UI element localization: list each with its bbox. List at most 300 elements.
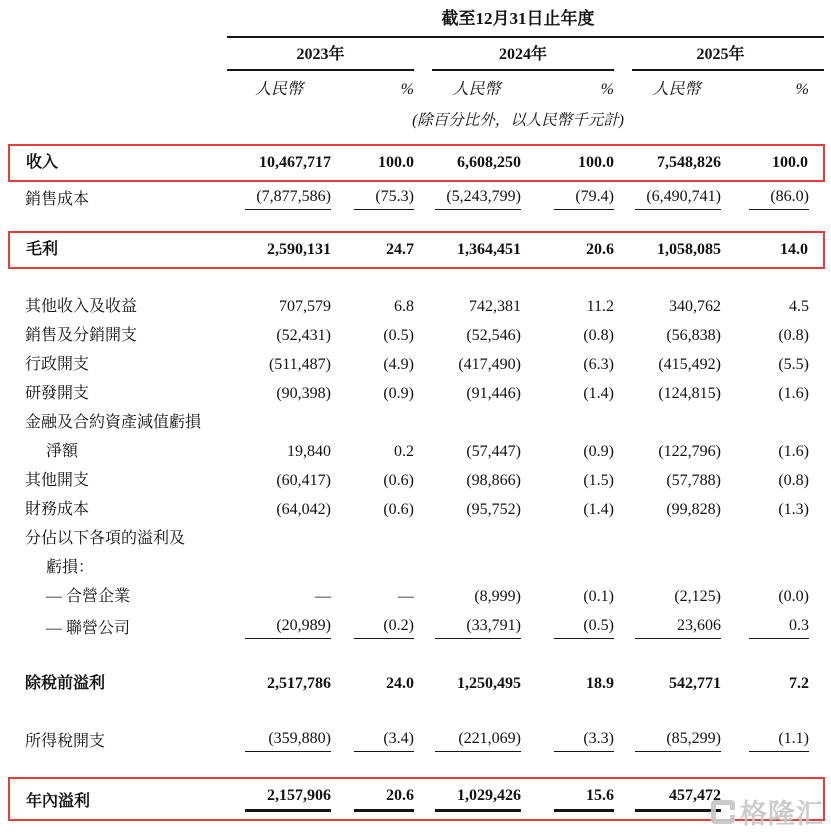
table-row (9, 524, 824, 553)
cell-value (227, 292, 331, 321)
percent-header-2024: % (600, 81, 614, 98)
cell-value (721, 350, 824, 379)
table-row (9, 778, 824, 820)
cell-value (632, 669, 721, 698)
cell-value (432, 232, 521, 268)
cell-value (432, 495, 521, 524)
value-text: 7.2 (789, 675, 809, 692)
value-text: (0.6) (383, 472, 414, 489)
value-text: 4.5 (789, 298, 809, 315)
year-header-2025: 2025年 (632, 37, 824, 70)
cell-value (632, 524, 721, 553)
cell-value (432, 582, 521, 611)
cell-value (521, 379, 614, 408)
cell-value (331, 292, 414, 321)
column-gap (414, 553, 432, 582)
table-row (9, 350, 824, 379)
cell-value (331, 553, 414, 582)
measurement-note: (除百分比外，以人民幣千元計) (412, 112, 624, 129)
cell-value (331, 408, 414, 437)
cell-value (432, 437, 521, 466)
value-text: (86.0) (749, 186, 809, 210)
cell-value (632, 145, 721, 181)
value-text: (98,866) (466, 472, 521, 489)
cell-value (331, 145, 414, 181)
column-gap (614, 495, 632, 524)
unit-row-label-spacer (9, 70, 227, 104)
currency-header-2025: 人民幣 (652, 81, 701, 98)
cell-value (721, 669, 824, 698)
value-text: (33,791) (435, 615, 521, 639)
column-gap (614, 70, 632, 104)
value-text: 23,606 (635, 615, 721, 639)
cell-value (721, 321, 824, 350)
column-gap (614, 466, 632, 495)
value-text: (0.8) (778, 472, 809, 489)
cell-value (721, 181, 824, 214)
table-row (9, 611, 824, 643)
section-spacer (9, 756, 824, 778)
value-text: (3.3) (554, 728, 614, 752)
column-gap (414, 292, 432, 321)
table-row (9, 379, 824, 408)
value-text: (52,546) (466, 327, 521, 344)
value-text: 457,472 (635, 785, 721, 812)
cell-value (432, 778, 521, 820)
year-header-2023: 2023年 (227, 37, 414, 70)
column-gap (614, 408, 632, 437)
financial-table (8, 6, 825, 821)
note-row-label-spacer (9, 104, 227, 133)
cell-value (721, 437, 824, 466)
cell-value (521, 145, 614, 181)
percent-header-2023: % (400, 81, 414, 98)
cell-value (632, 437, 721, 466)
column-gap (614, 724, 632, 756)
value-text: (20,989) (245, 615, 331, 639)
table-row (9, 408, 824, 437)
cell-value (632, 321, 721, 350)
cell-value (632, 350, 721, 379)
cell-value (432, 553, 521, 582)
table-row (9, 582, 824, 611)
cell-value (227, 145, 331, 181)
value-text: (122,796) (658, 443, 721, 460)
row-label: 其他開支 (25, 472, 90, 489)
cell-value (521, 495, 614, 524)
column-gap (614, 553, 632, 582)
column-gap (614, 379, 632, 408)
table-row (9, 145, 824, 181)
column-gap (614, 292, 632, 321)
column-gap (614, 524, 632, 553)
column-gap (614, 145, 632, 181)
cell-value (632, 466, 721, 495)
value-text: — (315, 588, 331, 605)
value-text: 0.3 (749, 615, 809, 639)
value-text: (0.2) (354, 615, 414, 639)
value-text: 340,762 (669, 298, 721, 315)
column-gap (414, 495, 432, 524)
cell-value (521, 582, 614, 611)
value-text: (221,069) (435, 728, 521, 752)
cell-value (331, 181, 414, 214)
value-text: 10,467,717 (259, 154, 331, 171)
value-text: (0.5) (554, 615, 614, 639)
cell-value (521, 669, 614, 698)
cell-value (432, 524, 521, 553)
value-text: (359,880) (245, 728, 331, 752)
value-text: (52,431) (276, 327, 331, 344)
value-text: 542,771 (669, 675, 721, 692)
row-label: — 合營企業 (46, 588, 131, 605)
value-text: 18.9 (586, 675, 614, 692)
value-text: (1.3) (778, 501, 809, 518)
value-text: (85,299) (635, 728, 721, 752)
section-spacer (9, 133, 824, 145)
cell-value (227, 232, 331, 268)
value-text: 1,364,451 (457, 241, 521, 258)
row-label: 年內溢利 (9, 778, 227, 820)
section-spacer-cell (9, 756, 824, 778)
cell-value (227, 724, 331, 756)
table-row (9, 724, 824, 756)
value-text: (0.9) (383, 385, 414, 402)
cell-value (521, 778, 614, 820)
section-spacer-cell (9, 698, 824, 724)
cell-value (227, 553, 331, 582)
table-title-row (9, 6, 824, 37)
cell-value (521, 466, 614, 495)
cell-value (632, 408, 721, 437)
column-gap (414, 408, 432, 437)
cell-value (521, 524, 614, 553)
value-text: 7,548,826 (657, 154, 721, 171)
cell-value (227, 669, 331, 698)
column-gap (414, 70, 432, 104)
value-text: 707,579 (279, 298, 331, 315)
value-text: (0.5) (383, 327, 414, 344)
table-row (9, 181, 824, 214)
cell-value (521, 724, 614, 756)
section-spacer (9, 698, 824, 724)
cell-value (721, 379, 824, 408)
section-spacer (9, 643, 824, 669)
value-text: 11.2 (586, 298, 614, 315)
value-text: (415,492) (658, 356, 721, 373)
cell-value (331, 724, 414, 756)
value-text: (0.8) (583, 327, 614, 344)
value-text: (0.9) (583, 443, 614, 460)
value-text: (6,490,741) (635, 186, 721, 210)
value-text: (6.3) (583, 356, 614, 373)
column-gap (414, 466, 432, 495)
column-gap (414, 611, 432, 643)
value-text: 20.6 (586, 241, 614, 258)
cell-value (331, 350, 414, 379)
column-gap (614, 321, 632, 350)
cell-value (521, 321, 614, 350)
cell-value (632, 582, 721, 611)
value-text: (1.6) (778, 385, 809, 402)
cell-value (432, 350, 521, 379)
value-text: (56,838) (666, 327, 721, 344)
value-text: (57,447) (466, 443, 521, 460)
cell-value (432, 466, 521, 495)
column-gap (414, 437, 432, 466)
column-gap (414, 582, 432, 611)
cell-value (227, 611, 331, 643)
cell-value (632, 292, 721, 321)
cell-value (432, 669, 521, 698)
cell-value (331, 524, 414, 553)
value-text: 100.0 (378, 154, 414, 171)
section-spacer (9, 268, 824, 292)
table-row (9, 437, 824, 466)
value-text: — (398, 588, 414, 605)
value-text: 1,058,085 (657, 241, 721, 258)
row-label: 金融及合約資產減值虧損 (25, 414, 202, 431)
value-text: (91,446) (466, 385, 521, 402)
column-gap (414, 232, 432, 268)
cell-value (227, 321, 331, 350)
cell-value (521, 408, 614, 437)
value-text: (2,125) (674, 588, 721, 605)
cell-value (227, 778, 331, 820)
value-text: (7,877,586) (245, 186, 331, 210)
cell-value (227, 408, 331, 437)
column-gap (614, 350, 632, 379)
value-text: (8,999) (474, 588, 521, 605)
value-text: (5,243,799) (435, 186, 521, 210)
cell-value (721, 611, 824, 643)
value-text: (57,788) (666, 472, 721, 489)
cell-value (721, 145, 824, 181)
currency-header-2024: 人民幣 (452, 81, 501, 98)
cell-value (331, 669, 414, 698)
value-text: (511,487) (268, 356, 331, 373)
row-label: 淨額 (46, 443, 79, 460)
cell-value (521, 553, 614, 582)
value-text: (0.8) (778, 327, 809, 344)
row-label: 除稅前溢利 (25, 675, 106, 692)
value-text: 15.6 (554, 785, 614, 812)
cell-value (521, 292, 614, 321)
year-header-row (9, 37, 824, 70)
value-text: 19,840 (287, 443, 331, 460)
value-text: (99,828) (666, 501, 721, 518)
column-gap (414, 669, 432, 698)
row-label: 銷售成本 (25, 191, 90, 208)
gelonghui-logo-icon (711, 800, 735, 824)
cell-value (721, 524, 824, 553)
table-row (9, 466, 824, 495)
row-label: 分佔以下各項的溢利及 (25, 530, 186, 547)
cell-value (721, 232, 824, 268)
row-label: 研發開支 (25, 385, 90, 402)
value-text: (79.4) (554, 186, 614, 210)
cell-value (632, 379, 721, 408)
value-text: (124,815) (658, 385, 721, 402)
cell-value (331, 611, 414, 643)
column-gap (414, 724, 432, 756)
cell-value (721, 495, 824, 524)
section-spacer (9, 214, 824, 232)
value-text: 100.0 (772, 154, 808, 171)
cell-value (227, 466, 331, 495)
cell-value (331, 437, 414, 466)
cell-value (432, 724, 521, 756)
cell-value (432, 408, 521, 437)
column-gap (414, 145, 432, 181)
row-label: 行政開支 (25, 356, 90, 373)
cell-value (432, 611, 521, 643)
year-header-2024: 2024年 (432, 37, 614, 70)
year-row-label-spacer (9, 37, 227, 70)
value-text: (1.1) (749, 728, 809, 752)
column-gap (614, 778, 632, 820)
cell-value (432, 379, 521, 408)
cell-value (227, 379, 331, 408)
cell-value (331, 466, 414, 495)
value-text: 6.8 (394, 298, 414, 315)
cell-value (331, 232, 414, 268)
column-gap (414, 379, 432, 408)
table-row (9, 321, 824, 350)
row-label: 其他收入及收益 (25, 298, 138, 315)
column-gap (414, 778, 432, 820)
cell-value (632, 232, 721, 268)
cell-value (227, 495, 331, 524)
cell-value (521, 232, 614, 268)
value-text: 14.0 (780, 241, 808, 258)
cell-value (331, 495, 414, 524)
value-text: 6,608,250 (457, 154, 521, 171)
cell-value (227, 437, 331, 466)
table-title: 截至12月31日止年度 (227, 6, 824, 37)
value-text: 24.7 (386, 241, 414, 258)
column-gap (614, 181, 632, 214)
cell-value (432, 321, 521, 350)
value-text: (1.5) (583, 472, 614, 489)
value-text: 100.0 (578, 154, 614, 171)
cell-value (632, 495, 721, 524)
value-text: (0.1) (583, 588, 614, 605)
table-row (9, 495, 824, 524)
row-label: 收入 (9, 145, 227, 181)
cell-value (331, 778, 414, 820)
section-spacer-cell (9, 214, 824, 232)
column-gap (414, 524, 432, 553)
value-text: 2,517,786 (267, 675, 331, 692)
cell-value (227, 524, 331, 553)
value-text: (4.9) (383, 356, 414, 373)
cell-value (432, 145, 521, 181)
value-text: 2,157,906 (245, 785, 331, 812)
section-spacer-cell (9, 133, 824, 145)
cell-value (227, 181, 331, 214)
value-text: (417,490) (458, 356, 521, 373)
cell-value (721, 466, 824, 495)
row-label: 虧損： (46, 559, 95, 576)
cell-value (632, 724, 721, 756)
cell-value (227, 582, 331, 611)
column-gap (414, 37, 432, 70)
cell-value (331, 379, 414, 408)
column-gap (614, 37, 632, 70)
value-text: 2,590,131 (267, 241, 331, 258)
value-text: (0.6) (383, 501, 414, 518)
gelonghui-watermark (711, 792, 824, 831)
row-label: — 聯營公司 (46, 620, 131, 637)
cell-value (432, 292, 521, 321)
row-label: 所得稅開支 (25, 733, 106, 750)
row-label: 財務成本 (25, 501, 90, 518)
cell-value (721, 724, 824, 756)
column-gap (614, 611, 632, 643)
section-spacer-cell (9, 268, 824, 292)
value-text: (75.3) (354, 186, 414, 210)
table-row (9, 669, 824, 698)
cell-value (227, 350, 331, 379)
value-text: 24.0 (386, 675, 414, 692)
value-text: (1.4) (583, 501, 614, 518)
currency-header-2023: 人民幣 (254, 81, 303, 98)
column-gap (414, 181, 432, 214)
value-text: (1.4) (583, 385, 614, 402)
cell-value (331, 582, 414, 611)
cell-value (632, 611, 721, 643)
value-text: 0.2 (394, 443, 414, 460)
cell-value (521, 437, 614, 466)
value-text: 20.6 (354, 785, 414, 812)
value-text: (5.5) (778, 356, 809, 373)
column-gap (614, 232, 632, 268)
value-text: (64,042) (276, 501, 331, 518)
cell-value (721, 408, 824, 437)
value-text: (90,398) (276, 385, 331, 402)
table-row (9, 553, 824, 582)
cell-value (521, 181, 614, 214)
cell-value (331, 321, 414, 350)
cell-value (721, 292, 824, 321)
cell-value (632, 778, 721, 820)
row-label: 毛利 (9, 232, 227, 268)
value-text: (60,417) (276, 472, 331, 489)
value-text: 1,029,426 (435, 785, 521, 812)
table-row (9, 232, 824, 268)
title-row-label-spacer (9, 6, 227, 37)
column-gap (414, 350, 432, 379)
column-gap (414, 321, 432, 350)
value-text: (0.0) (778, 588, 809, 605)
row-label: 銷售及分銷開支 (25, 327, 138, 344)
value-text: (3.4) (354, 728, 414, 752)
cell-value (632, 553, 721, 582)
cell-value (521, 611, 614, 643)
cell-value (721, 582, 824, 611)
table-row (9, 292, 824, 321)
cell-value (521, 350, 614, 379)
watermark-text: 格隆汇 (740, 799, 824, 829)
cell-value (721, 553, 824, 582)
column-gap (614, 582, 632, 611)
value-text: (95,752) (466, 501, 521, 518)
value-text: (1.6) (778, 443, 809, 460)
value-text: 1,250,495 (457, 675, 521, 692)
cell-value (432, 181, 521, 214)
unit-header-row (9, 70, 824, 104)
